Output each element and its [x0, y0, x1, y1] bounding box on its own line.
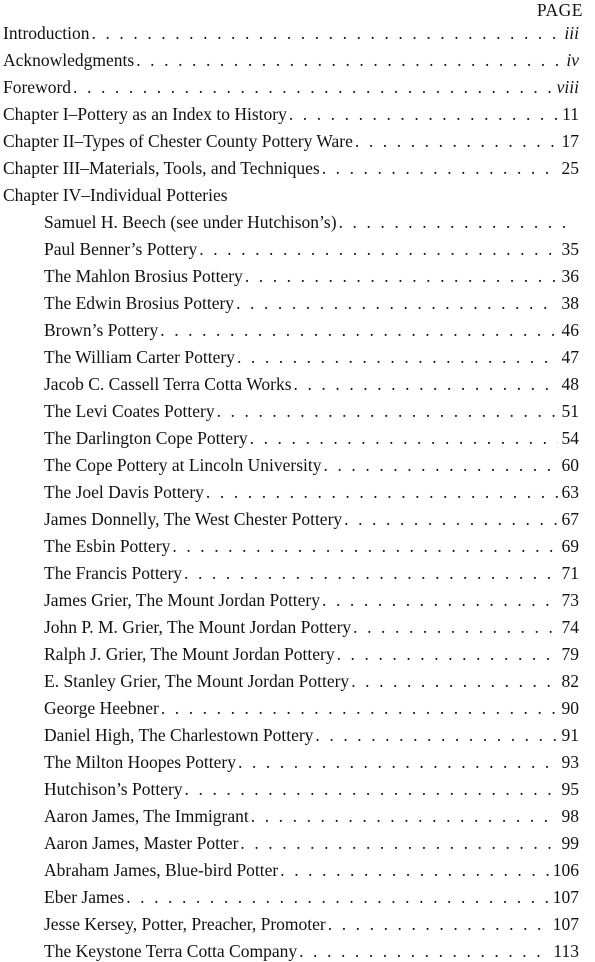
toc-entry-page-number: 74 — [561, 617, 579, 637]
toc-entry-page-number: 69 — [561, 536, 579, 556]
toc-entry-title: The Joel Davis Pottery — [44, 482, 204, 502]
toc-entry[interactable] — [44, 562, 579, 584]
toc-entry[interactable] — [3, 76, 579, 98]
toc-entry-page-number: 93 — [561, 752, 579, 772]
toc-entry-title: Daniel High, The Charlestown Pottery — [44, 725, 314, 745]
toc-entry[interactable] — [44, 211, 579, 233]
toc-entry-page-number: 17 — [561, 131, 579, 151]
toc-entry-title: Eber James — [44, 887, 125, 907]
toc-entry[interactable] — [3, 103, 579, 125]
dot-leader — [160, 319, 557, 341]
toc-entry-page-number: 79 — [561, 644, 579, 664]
toc-entry-title: Hutchison’s Pottery — [44, 779, 183, 799]
dot-leader — [328, 913, 549, 935]
toc-entry-title: Acknowledgments — [3, 50, 135, 70]
toc-entry[interactable] — [44, 454, 579, 476]
toc-entry-title: Abraham James, Blue-bird Potter — [44, 860, 279, 880]
toc-entry-page-number: 107 — [552, 914, 579, 934]
toc-entry-title: James Grier, The Mount Jordan Pottery — [44, 590, 321, 610]
toc-entry[interactable] — [44, 346, 579, 368]
toc-entry-page-number: 90 — [561, 698, 579, 718]
toc-entry-page-number: 35 — [561, 239, 579, 259]
dot-leader — [353, 616, 557, 638]
toc-entry-page-number: 38 — [561, 293, 579, 313]
dot-leader — [315, 724, 557, 746]
toc-entry-title: The Cope Pottery at Lincoln University — [44, 455, 322, 475]
toc-entry[interactable] — [44, 481, 579, 503]
toc-entry[interactable] — [44, 697, 579, 719]
toc-entry-page-number: 63 — [561, 482, 579, 502]
toc-entry[interactable] — [44, 508, 579, 530]
toc-entry-title: Paul Benner’s Pottery — [44, 239, 198, 259]
dot-leader — [344, 508, 557, 530]
toc-entry-title: The Darlington Cope Pottery — [44, 428, 248, 448]
toc-entry[interactable] — [44, 832, 579, 854]
dot-leader — [251, 805, 558, 827]
toc-entry[interactable] — [44, 616, 579, 638]
dot-leader — [339, 211, 575, 233]
toc-entry-page-number: 11 — [562, 104, 579, 124]
toc-entry-title: Ralph J. Grier, The Mount Jordan Pottery — [44, 644, 335, 664]
dot-leader — [237, 346, 558, 368]
toc-entry-title: Brown’s Pottery — [44, 320, 159, 340]
toc-entry-title: Introduction — [3, 23, 90, 43]
toc-entry-title: The Edwin Brosius Pottery — [44, 293, 235, 313]
toc-entry-title: The Mahlon Brosius Pottery — [44, 266, 243, 286]
dot-leader — [73, 76, 553, 98]
dot-leader — [172, 535, 557, 557]
dot-leader — [245, 265, 558, 287]
dot-leader — [250, 427, 558, 449]
toc-entry[interactable] — [44, 238, 579, 260]
page-column-header: PAGE — [536, 0, 583, 20]
dot-leader — [280, 859, 548, 881]
toc-entry[interactable] — [44, 265, 579, 287]
toc-entry-title: E. Stanley Grier, The Mount Jordan Pottery — [44, 671, 350, 691]
toc-entry-page-number: iii — [564, 23, 579, 43]
toc-entry[interactable] — [3, 130, 579, 152]
toc-entry[interactable] — [44, 859, 579, 881]
toc-entry[interactable] — [44, 319, 579, 341]
toc-entry[interactable] — [44, 427, 579, 449]
dot-leader — [240, 832, 557, 854]
toc-entry-page-number: 113 — [553, 941, 579, 961]
dot-leader — [294, 373, 558, 395]
toc-entry[interactable] — [44, 292, 579, 314]
toc-entry-page-number: 106 — [552, 860, 579, 880]
toc-entry[interactable] — [3, 22, 579, 44]
toc-entry-page-number: 51 — [561, 401, 579, 421]
toc-entry-page-number: 107 — [552, 887, 579, 907]
dot-leader — [136, 49, 562, 71]
toc-entry-title: Foreword — [3, 77, 72, 97]
dot-leader — [289, 103, 558, 125]
toc-entry-title: Chapter II–Types of Chester County Pottery Ware — [3, 131, 353, 151]
dot-leader — [322, 589, 557, 611]
toc-entry-page-number: 25 — [561, 158, 579, 178]
toc-entry-title: John P. M. Grier, The Mount Jordan Pottery — [44, 617, 352, 637]
toc-entry-page-number: viii — [556, 77, 579, 97]
toc-entry-title: Chapter III–Materials, Tools, and Techniques — [3, 158, 320, 178]
toc-entry-title: The Francis Pottery — [44, 563, 183, 583]
toc-entry-title: The William Carter Pottery — [44, 347, 235, 367]
toc-entry-page-number: 54 — [561, 428, 579, 448]
toc-entry-title: The Keystone Terra Cotta Company — [44, 941, 298, 961]
dot-leader — [126, 886, 549, 908]
dot-leader — [206, 481, 558, 503]
toc-entry[interactable] — [44, 778, 579, 800]
toc-entry-page-number: 48 — [561, 374, 579, 394]
toc-entry-title: Aaron James, Master Potter — [44, 833, 239, 853]
toc-entry-page-number: 82 — [561, 671, 579, 691]
toc-entry[interactable] — [44, 373, 579, 395]
toc-entry[interactable] — [44, 535, 579, 557]
toc-entry-title: Jacob C. Cassell Terra Cotta Works — [44, 374, 292, 394]
toc-entry-title: Jesse Kersey, Potter, Preacher, Promoter — [44, 914, 326, 934]
dot-leader — [337, 643, 558, 665]
toc-entry[interactable] — [3, 157, 579, 179]
toc-entry-page-number: 99 — [561, 833, 579, 853]
dot-leader — [217, 400, 558, 422]
toc-entry[interactable] — [44, 400, 579, 422]
toc-entry[interactable] — [44, 805, 579, 827]
toc-entry-page-number: 91 — [561, 725, 579, 745]
toc-entry[interactable] — [44, 589, 579, 611]
toc-entry[interactable] — [3, 184, 579, 206]
dot-leader — [92, 22, 561, 44]
toc-entry-page-number: 95 — [561, 779, 579, 799]
toc-entry-title: Samuel H. Beech (see under Hutchison’s) — [44, 212, 337, 232]
toc-entry-title: James Donnelly, The West Chester Pottery — [44, 509, 343, 529]
toc-entry-title: Aaron James, The Immigrant — [44, 806, 249, 826]
dot-leader — [355, 130, 558, 152]
toc-entry[interactable] — [44, 886, 579, 908]
toc-entry[interactable] — [44, 913, 579, 935]
dot-leader — [185, 778, 558, 800]
toc-entry[interactable] — [44, 670, 579, 692]
toc-entry-page-number: iv — [566, 50, 579, 70]
toc-entry-title: Chapter I–Pottery as an Index to History — [3, 104, 287, 124]
toc-entry-title: George Heebner — [44, 698, 159, 718]
dot-leader — [324, 454, 558, 476]
toc-entry-page-number: 67 — [561, 509, 579, 529]
toc-entry[interactable] — [3, 49, 579, 71]
toc-entry-title: Chapter IV–Individual Potteries — [3, 185, 228, 205]
dot-leader — [351, 670, 557, 692]
dot-leader — [161, 697, 558, 719]
toc-entry-page-number: 98 — [561, 806, 579, 826]
toc-entry[interactable] — [44, 724, 579, 746]
toc-entry-page-number: 46 — [561, 320, 579, 340]
toc-entry[interactable] — [44, 751, 579, 773]
toc-entry-page-number: 36 — [561, 266, 579, 286]
dot-leader — [238, 751, 558, 773]
dot-leader — [299, 940, 549, 962]
toc-entry-page-number: 60 — [561, 455, 579, 475]
toc-entry[interactable] — [44, 940, 579, 962]
dot-leader — [236, 292, 557, 314]
toc-entry-title: The Levi Coates Pottery — [44, 401, 215, 421]
dot-leader — [184, 562, 557, 584]
toc-entry-title: The Esbin Pottery — [44, 536, 171, 556]
dot-leader — [199, 238, 557, 260]
toc-entry-page-number: 71 — [561, 563, 579, 583]
toc-entry[interactable] — [44, 643, 579, 665]
toc-entry-title: The Milton Hoopes Pottery — [44, 752, 236, 772]
dot-leader — [322, 157, 558, 179]
toc-entry-page-number: 73 — [561, 590, 579, 610]
toc-entry-page-number: 47 — [561, 347, 579, 367]
